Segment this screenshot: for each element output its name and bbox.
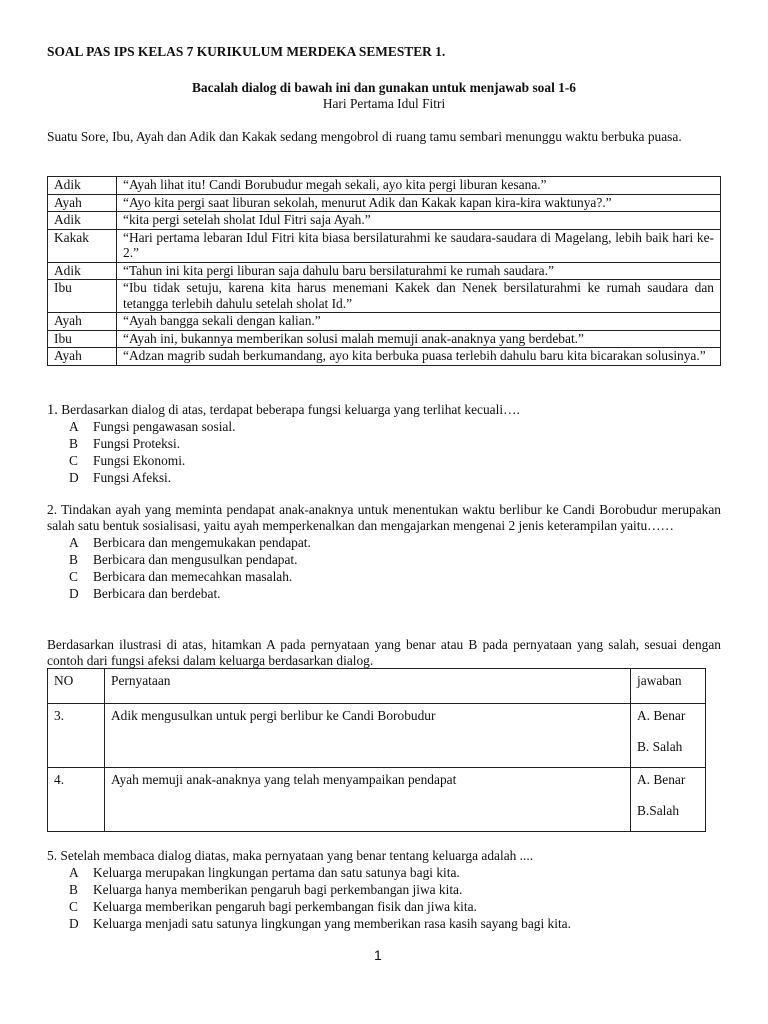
option-letter: C xyxy=(69,899,78,914)
question-1 xyxy=(47,402,721,486)
line-cell: “Ayah ini, bukannya memberikan solusi malah memuji anak-anaknya yang berdebat.” xyxy=(117,330,721,348)
question-stem xyxy=(47,402,721,418)
answer-option-a[interactable]: A. Benar xyxy=(637,772,686,787)
question-2 xyxy=(47,502,721,602)
line-cell: “Ayah bangga sekali dengan kalian.” xyxy=(117,313,721,331)
instruction-text: Berdasarkan ilustrasi di atas, hitamkan A pada pernyataan yang benar atau B pada pernyataan yang salah, sesuai dengan contoh dari fungsi afeksi dalam keluarga berdasarkan dialog. xyxy=(47,637,721,668)
line-cell: “kita pergi setelah sholat Idul Fitri saja Ayah.” xyxy=(117,212,721,230)
line-cell: “Hari pertama lebaran Idul Fitri kita biasa bersilaturahmi ke saudara-saudara di Magelang, lebih baik hari ke-2.” xyxy=(117,229,721,262)
answer-table xyxy=(47,668,706,832)
option-item xyxy=(47,568,721,585)
question-number: 1. xyxy=(47,402,58,418)
option-item xyxy=(47,418,721,435)
option-text: Berbicara dan berdebat. xyxy=(93,586,221,601)
question-text: Berdasarkan dialog di atas, terdapat beberapa fungsi keluarga yang terlihat kecuali…. xyxy=(61,402,520,417)
option-item xyxy=(47,469,721,486)
speaker-cell: Ibu xyxy=(48,330,117,348)
speaker-cell: Adik xyxy=(48,212,117,230)
option-text: Keluarga menjadi satu satunya lingkungan yang memberikan rasa kasih sayang bagi kita. xyxy=(93,916,571,931)
row-answer-cell xyxy=(631,704,706,768)
option-text: Fungsi Proteksi. xyxy=(93,436,181,451)
option-item xyxy=(47,452,721,469)
option-letter: D xyxy=(69,586,79,601)
dialog-row xyxy=(48,194,721,212)
speaker-cell: Ayah xyxy=(48,313,117,331)
option-item xyxy=(47,881,721,898)
option-letter: A xyxy=(69,865,79,880)
option-text: Berbicara dan mengemukakan pendapat. xyxy=(93,535,311,550)
option-text: Fungsi Afeksi. xyxy=(93,470,172,485)
dialog-row xyxy=(48,348,721,366)
option-item xyxy=(47,915,721,932)
dialog-row xyxy=(48,280,721,313)
line-cell: “Ibu tidak setuju, karena kita harus menemani Kakek dan Nenek bersilaturahmi ke rumah saudara dan tetangga terlebih dahulu setelah sholat Id.” xyxy=(117,280,721,313)
header-no: NO xyxy=(48,669,105,704)
option-letter: C xyxy=(69,569,78,584)
line-cell: “Ayo kita pergi saat liburan sekolah, menurut Adik dan Kakak kapan kira-kira waktunya?.” xyxy=(117,194,721,212)
header-statement: Pernyataan xyxy=(105,669,631,704)
row-number: 3. xyxy=(48,704,105,768)
answer-table-header xyxy=(48,669,706,704)
dialog-row xyxy=(48,262,721,280)
line-cell: “Ayah lihat itu! Candi Borubudur megah sekali, ayo kita pergi liburan kesana.” xyxy=(117,177,721,195)
option-letter: B xyxy=(69,882,78,897)
table-row xyxy=(48,704,706,768)
question-stem: 2. Tindakan ayah yang meminta pendapat anak-anaknya untuk menentukan waktu berlibur ke Candi Borobudur merupakan salah satu bentuk sosialisasi, yaitu ayah memperkenalkan dan mengajarkan mengenai 2 jenis keterampilan yaitu…… xyxy=(47,502,721,533)
speaker-cell: Adik xyxy=(48,177,117,195)
speaker-cell: Ibu xyxy=(48,280,117,313)
answer-option-b[interactable]: B.Salah xyxy=(637,803,680,818)
table-row xyxy=(48,768,706,832)
question-5 xyxy=(47,848,721,932)
option-letter: D xyxy=(69,470,79,485)
dialog-row xyxy=(48,212,721,230)
option-letter: A xyxy=(69,419,79,434)
option-item xyxy=(47,898,721,915)
header-answer: jawaban xyxy=(631,669,706,704)
question-stem: 5. Setelah membaca dialog diatas, maka pernyataan yang benar tentang keluarga adalah .... xyxy=(47,848,534,863)
speaker-cell: Kakak xyxy=(48,229,117,262)
speaker-cell: Ayah xyxy=(48,194,117,212)
option-text: Keluarga hanya memberikan pengaruh bagi perkembangan jiwa kita. xyxy=(93,882,463,897)
speaker-cell: Ayah xyxy=(48,348,117,366)
option-letter: D xyxy=(69,916,79,931)
option-item xyxy=(47,435,721,452)
option-list xyxy=(47,418,721,486)
row-number: 4. xyxy=(48,768,105,832)
page-number: 1 xyxy=(374,947,382,963)
option-text: Fungsi Ekonomi. xyxy=(93,453,186,468)
row-answer-cell xyxy=(631,768,706,832)
section-instruction xyxy=(47,637,721,669)
option-letter: C xyxy=(69,453,78,468)
option-item xyxy=(47,585,721,602)
option-text: Berbicara dan mengusulkan pendapat. xyxy=(93,552,298,567)
option-text: Keluarga memberikan pengaruh bagi perkembangan fisik dan jiwa kita. xyxy=(93,899,477,914)
option-item xyxy=(47,551,721,568)
dialog-row xyxy=(48,313,721,331)
dialog-table xyxy=(47,176,721,366)
answer-option-b[interactable]: B. Salah xyxy=(637,739,683,754)
option-text: Fungsi pengawasan sosial. xyxy=(93,419,236,434)
document-title: SOAL PAS IPS KELAS 7 KURIKULUM MERDEKA SEMESTER 1. xyxy=(47,44,446,59)
row-statement: Adik mengusulkan untuk pergi berlibur ke Candi Borobudur xyxy=(105,704,631,768)
option-item xyxy=(47,534,721,551)
intro-paragraph: Suatu Sore, Ibu, Ayah dan Adik dan Kakak sedang mengobrol di ruang tamu sembari menunggu waktu berbuka puasa. xyxy=(47,129,682,144)
option-letter: A xyxy=(69,535,79,550)
dialog-row xyxy=(48,229,721,262)
reading-instruction: Bacalah dialog di bawah ini dan gunakan untuk menjawab soal 1-6 xyxy=(192,80,576,95)
option-text: Berbicara dan memecahkan masalah. xyxy=(93,569,293,584)
dialog-row xyxy=(48,330,721,348)
answer-option-a[interactable]: A. Benar xyxy=(637,708,686,723)
speaker-cell: Adik xyxy=(48,262,117,280)
option-list xyxy=(47,534,721,602)
option-list xyxy=(47,864,721,932)
dialog-row xyxy=(48,177,721,195)
option-letter: B xyxy=(69,552,78,567)
line-cell: “Tahun ini kita pergi liburan saja dahulu baru bersilaturahmi ke rumah saudara.” xyxy=(117,262,721,280)
line-cell: “Adzan magrib sudah berkumandang, ayo kita berbuka puasa terlebih dahulu baru kita bicarakan solusinya.” xyxy=(117,348,721,366)
option-item xyxy=(47,864,721,881)
row-statement: Ayah memuji anak-anaknya yang telah menyampaikan pendapat xyxy=(105,768,631,832)
option-letter: B xyxy=(69,436,78,451)
dialog-subtitle: Hari Pertama Idul Fitri xyxy=(322,96,446,111)
option-text: Keluarga merupakan lingkungan pertama dan satu satunya bagi kita. xyxy=(93,865,460,880)
